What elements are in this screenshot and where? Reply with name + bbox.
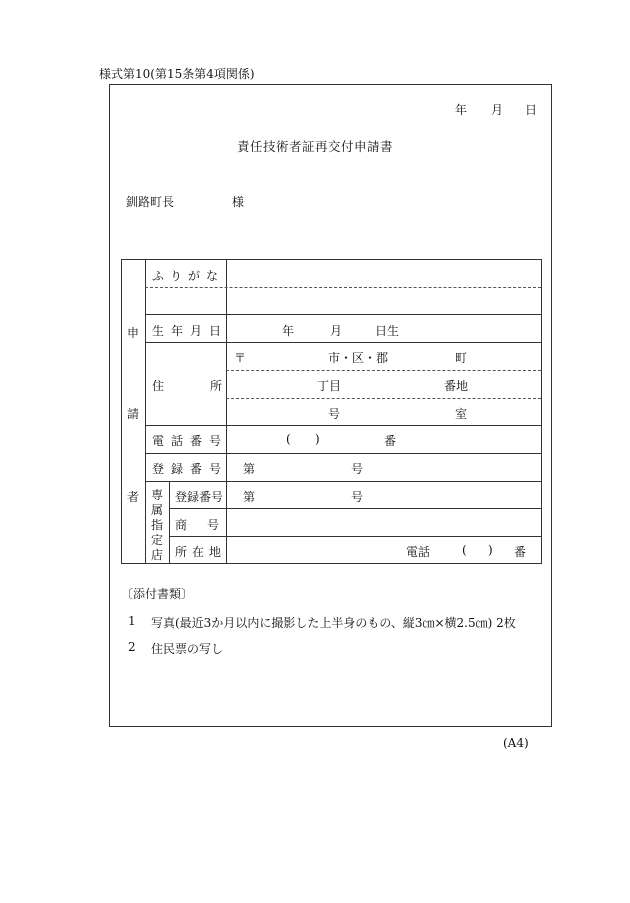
birth-day-label: 日生 bbox=[375, 324, 400, 338]
postal-mark: 〒 bbox=[234, 351, 247, 365]
birth-month-label: 月 bbox=[330, 324, 343, 338]
chome-label: 丁目 bbox=[317, 379, 342, 393]
phone-paren-open: ( bbox=[286, 432, 291, 446]
furigana-label: ふりがな bbox=[152, 269, 225, 283]
row-divider bbox=[145, 314, 541, 315]
registration-go-label: 号 bbox=[351, 462, 364, 476]
birth-date-label: 生年月日 bbox=[152, 324, 229, 338]
address-divider bbox=[226, 398, 541, 399]
store-group-divider bbox=[169, 482, 170, 563]
registration-number-label: 登録番号 bbox=[152, 462, 229, 476]
addressee-honorific: 様 bbox=[232, 195, 245, 209]
store-group-char: 店 bbox=[151, 548, 164, 562]
store-group-char: 属 bbox=[151, 503, 164, 517]
addressee-name: 釧路町長 bbox=[126, 195, 175, 209]
room-label: 室 bbox=[455, 407, 468, 421]
town-label: 町 bbox=[455, 351, 468, 365]
row-divider bbox=[145, 425, 541, 426]
go-label: 号 bbox=[328, 407, 341, 421]
phone-number-label: 電話番号 bbox=[152, 434, 229, 448]
address-divider bbox=[226, 370, 541, 371]
form-number-label: 様式第10(第15条第4項関係) bbox=[99, 67, 255, 81]
row-divider bbox=[145, 342, 541, 343]
store-phone-paren-close: ) bbox=[488, 543, 493, 557]
trade-name-label: 商号 bbox=[175, 518, 240, 532]
phone-ban-label: 番 bbox=[384, 434, 397, 448]
attachment-number: 2 bbox=[128, 640, 136, 654]
store-registration-dai-label: 第 bbox=[243, 490, 256, 504]
banchi-label: 番地 bbox=[444, 379, 469, 393]
row-divider bbox=[145, 481, 541, 482]
city-type-label: 市・区・郡 bbox=[328, 351, 389, 365]
applicant-group-divider bbox=[145, 260, 146, 563]
row-divider bbox=[169, 536, 541, 537]
trade-name-field[interactable] bbox=[227, 509, 540, 536]
applicant-table bbox=[121, 259, 542, 564]
store-group-char: 指 bbox=[151, 518, 164, 532]
location-label: 所在地 bbox=[175, 545, 227, 559]
applicant-group-char: 者 bbox=[127, 490, 140, 504]
paper-size-label: (A4) bbox=[503, 736, 529, 750]
attachment-text: 写真(最近3か月以内に撮影した上半身のもの、縦3㎝×横2.5㎝) 2枚 bbox=[151, 616, 516, 630]
store-phone-paren-open: ( bbox=[462, 543, 467, 557]
address-label-first: 住 bbox=[152, 379, 165, 393]
furigana-field[interactable] bbox=[227, 260, 540, 287]
store-group-char: 定 bbox=[151, 533, 164, 547]
store-registration-label: 登録番号 bbox=[175, 490, 224, 504]
store-registration-go-label: 号 bbox=[351, 490, 364, 504]
date-month-label: 月 bbox=[491, 103, 504, 117]
birth-year-label: 年 bbox=[282, 324, 295, 338]
store-phone-ban-label: 番 bbox=[514, 545, 527, 559]
applicant-group-char: 申 bbox=[127, 326, 140, 340]
attachment-number: 1 bbox=[128, 614, 136, 628]
name-field[interactable] bbox=[227, 288, 540, 314]
date-day-label: 日 bbox=[525, 103, 538, 117]
attachments-title: 〔添付書類〕 bbox=[121, 587, 194, 601]
store-phone-word: 電話 bbox=[406, 545, 431, 559]
phone-paren-close: ) bbox=[315, 432, 320, 446]
applicant-group-char: 請 bbox=[127, 407, 140, 421]
address-label-second: 所 bbox=[210, 379, 223, 393]
date-year-label: 年 bbox=[455, 103, 468, 117]
attachment-text: 住民票の写し bbox=[151, 642, 224, 656]
document-title: 責任技術者証再交付申請書 bbox=[236, 139, 393, 154]
store-group-char: 専 bbox=[151, 488, 164, 502]
row-divider bbox=[145, 453, 541, 454]
registration-dai-label: 第 bbox=[243, 462, 256, 476]
